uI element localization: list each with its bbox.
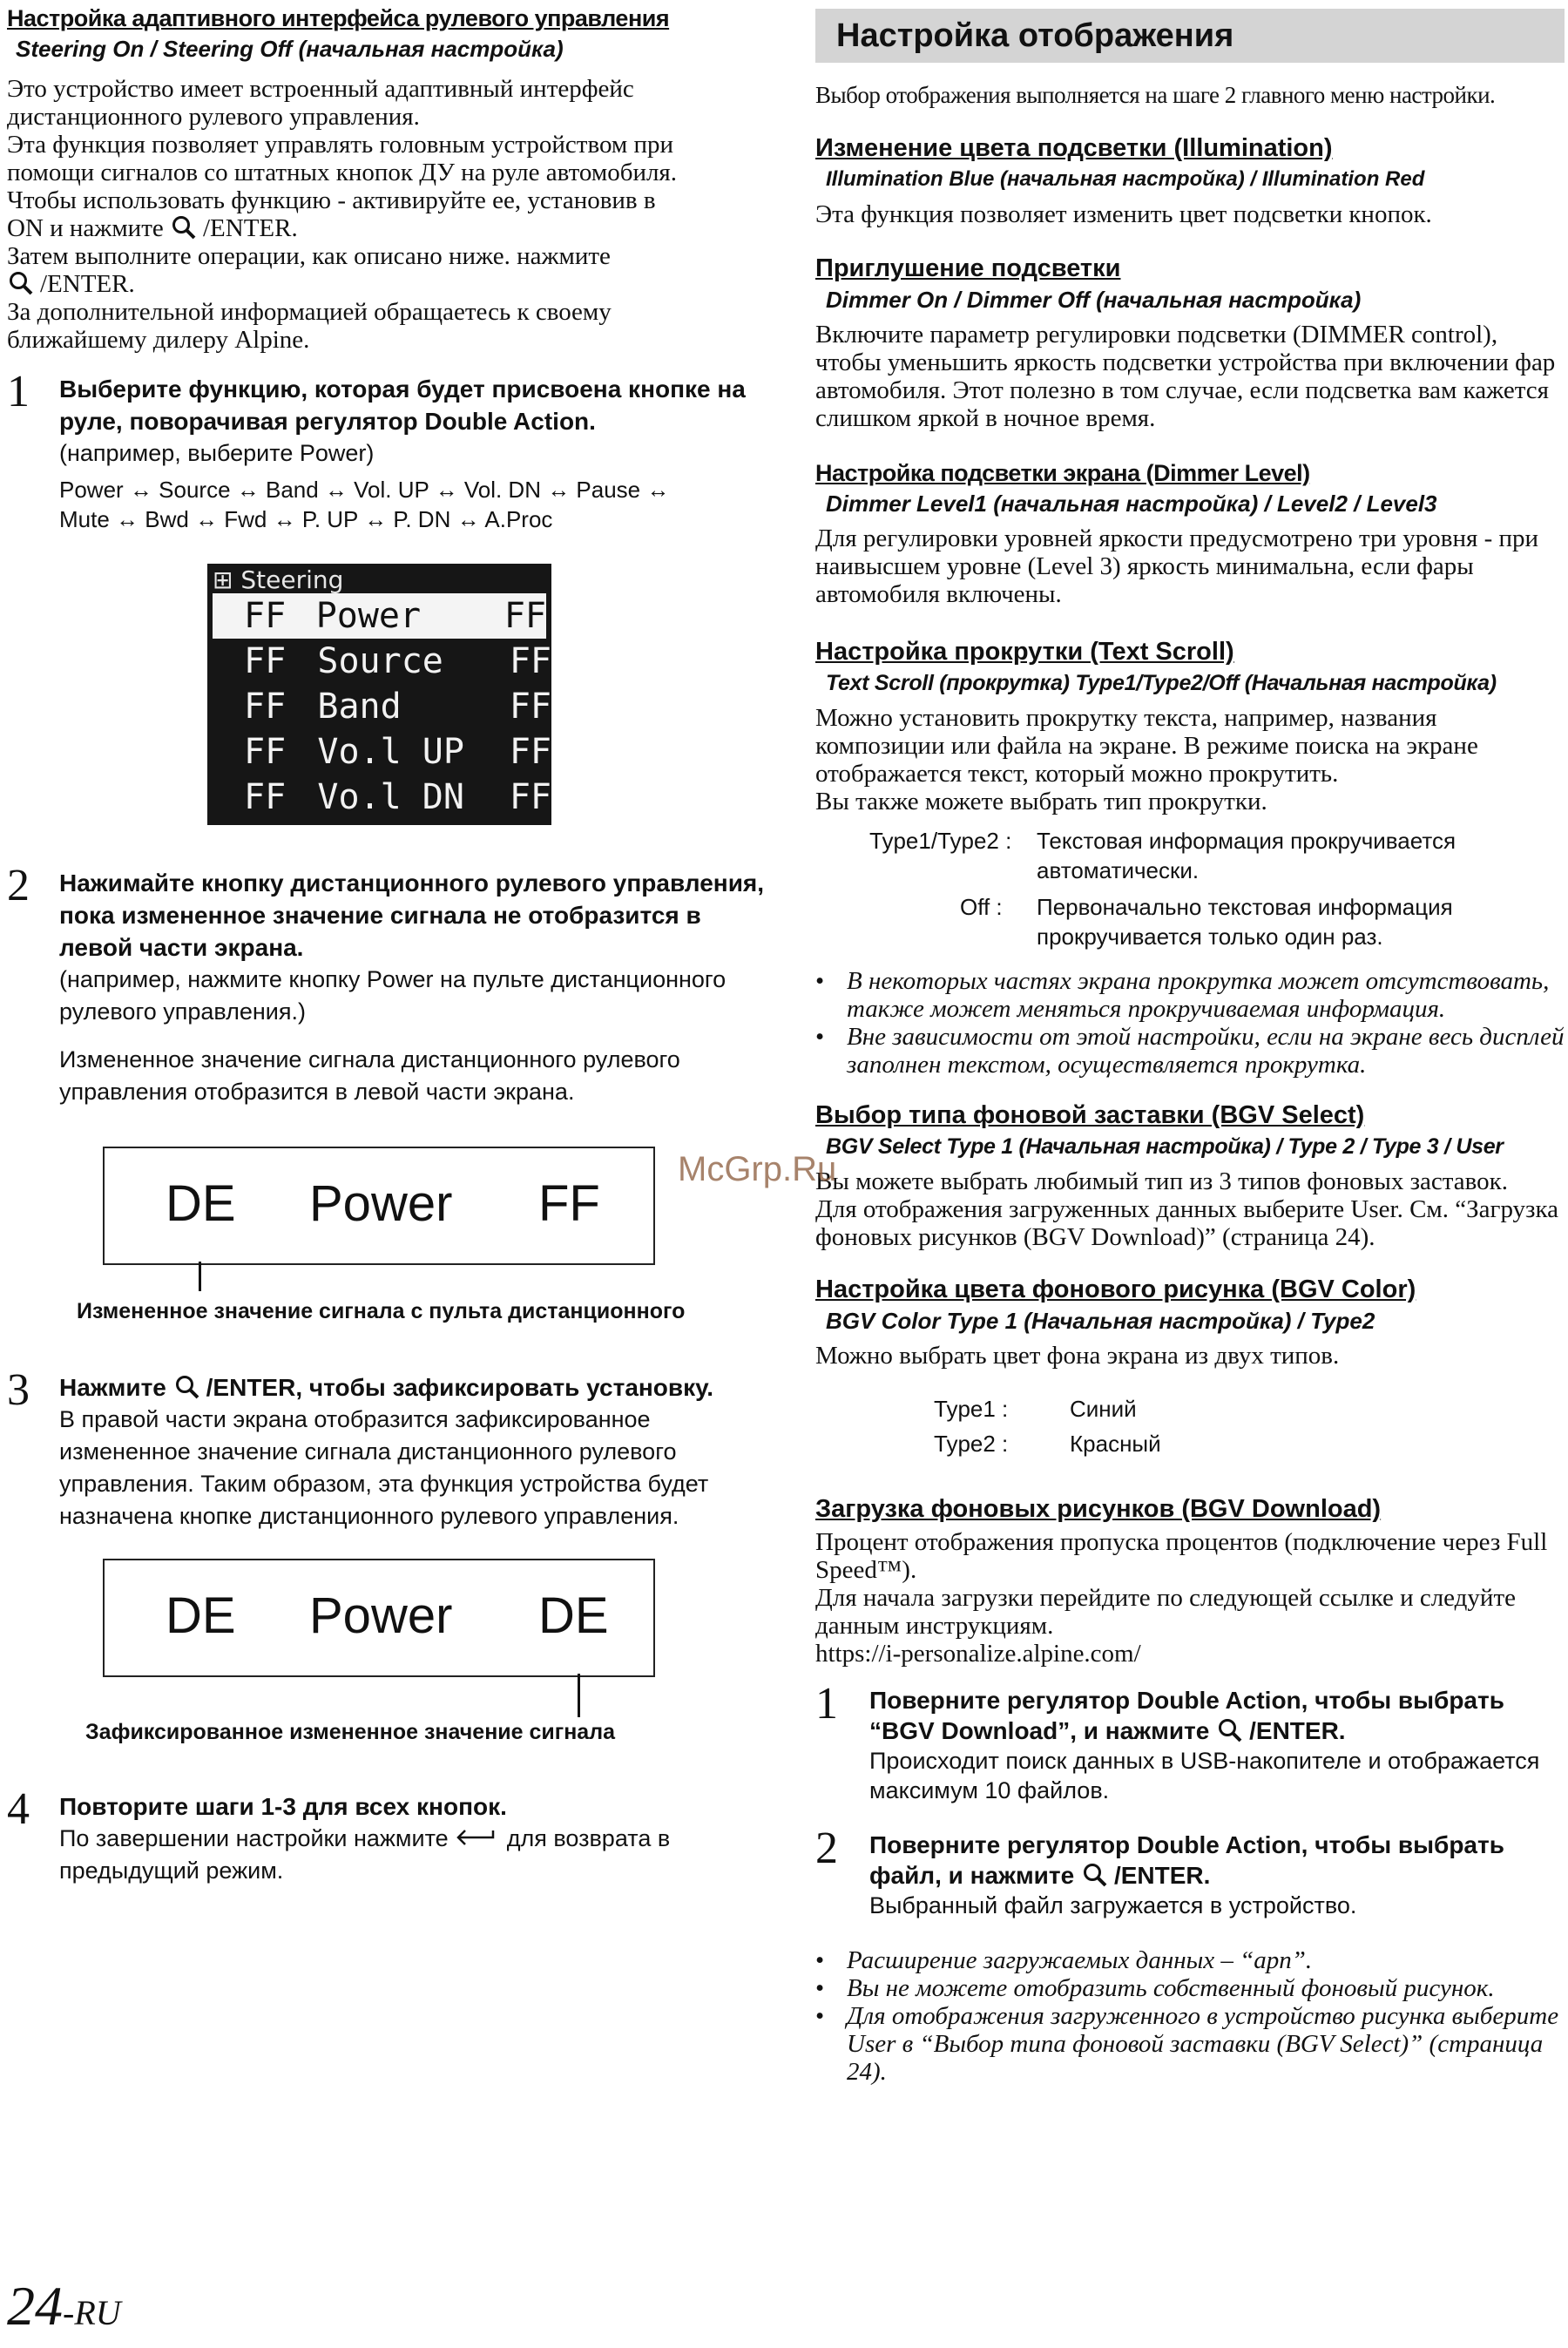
color-option-row: Type1 : Синий <box>934 1396 1137 1422</box>
step-number: 2 <box>815 1824 838 1873</box>
steering-lcd <box>207 564 765 825</box>
search-icon <box>1216 1718 1249 1742</box>
display-caption: Измененное значение сигнала с пульта дистанционного <box>77 1299 686 1323</box>
bgv-download-section: Загрузка фоновых рисунков (BGV Download) Процент отображения пропуска процентов (подключение через Full Speed™). Для начала загрузки перейдите по следующей ссылке и следуйте данным инструкциям. https://i-personalize.alpine.com/ 1 Поверните регулятор Double Action, чтобы выбрать “BGV Download”, и нажмите /ENTER. Происходит поиск данных в USB-накопителе и отображается максимум 10 файлов. 2 Поверните регулятор Double Action, чтобы выбрать файл, и нажмите /ENTER. Выбранный файл загружается в устройство. • Расширение загружаемых данных – “арп”. • Вы не можете отобразить собственный фоновый рисунок. • Для отображения загруженного в устройство рисунка выберите User в “Выбор типа фоновой заставки (BGV Select)” (страница 24). <box>815 1493 1565 2086</box>
step-number: 1 <box>7 367 30 416</box>
step-number: 3 <box>7 1365 30 1415</box>
download-step-2: 2 Поверните регулятор Double Action, чтобы выбрать файл, и нажмите /ENTER. Выбранный файл загружается в устройство. <box>815 1830 1565 1920</box>
search-icon <box>1081 1863 1114 1887</box>
download-step-1: 1 Поверните регулятор Double Action, чтобы выбрать “BGV Download”, и нажмите /ENTER. Происходит поиск данных в USB-накопителе и отображается максимум 10 файлов. <box>815 1685 1565 1805</box>
step-number: 4 <box>7 1784 30 1834</box>
dimmer-heading: Приглушение подсветки <box>815 254 1121 282</box>
illumination-heading: Изменение цвета подсветки (Illumination) <box>815 134 1333 162</box>
right-column <box>815 0 1565 2086</box>
step-title: Нажимайте кнопку дистанционного рулевого управления, пока измененное значение сигнала не отобразится в левой части экрана. <box>59 870 765 961</box>
section-banner <box>815 9 1565 63</box>
step-2: 2 Нажимайте кнопку дистанционного рулевого управления, пока измененное значение сигнала не отобразится в левой части экрана. (например, нажмите кнопку Power на пульте дистанционного рулевого управления.) Измененное значение сигнала дистанционного рулевого управления отобразится в левой части экрана. <box>7 861 765 1105</box>
search-icon <box>7 271 40 295</box>
page-number: 24-RU <box>7 2275 121 2337</box>
step-number: 2 <box>7 861 30 910</box>
function-chain: Power ↔ Source ↔ Band ↔ Vol. UP ↔ Vol. DN ↔ Pause ↔ <box>59 477 670 503</box>
scroll-notes: • В некоторых частях экрана прокрутка может отсутствовать, также может меняться прокручиваемая информация. • Вне зависимости от этой настройки, если на экране весь дисплей заполнен текстом, осуществляется прокрутка. <box>815 967 1565 1079</box>
steering-intro: Это устройство имеет встроенный адаптивный интерфейс дистанционного рулевого управления. Эта функция позволяет управлять головным устройством при помощи сигналов со штатных кнопок ДУ на руле автомобиля. Чтобы использовать функцию - активируйте ее, установив в ON и нажмите /ENTER. Затем выполните операции, как описано ниже. нажмите /ENTER. За дополнительной информацией обращаетесь к своему ближайшему дилеру Alpine. <box>7 75 678 354</box>
callout-line <box>578 1674 580 1717</box>
step-number: 1 <box>815 1679 838 1729</box>
steering-subheading: Steering On / Steering Off (начальная настройка) <box>16 36 564 62</box>
step-3: 3 Нажмите /ENTER, чтобы зафиксировать установку. В правой части экрана отобразится зафиксированное измененное значение сигнала дистанционного рулевого управления. Таким образом, эта функция устройства будет назначена кнопке дистанционного рулевого управления. <box>7 1371 765 1533</box>
step-4: 4 Повторите шаги 1-3 для всех кнопок. По завершении настройки нажмите для возврата в предыдущий режим. <box>7 1790 765 1887</box>
lcd-row-selected: FF Power FF <box>213 593 546 639</box>
dimmer-level-heading: Настройка подсветки экрана (Dimmer Level) <box>815 460 1310 486</box>
dimmer-level-section: Настройка подсветки экрана (Dimmer Level) Dimmer Level1 (начальная настройка) / Level2 / Level3 Для регулировки уровней яркости предусмотрено три уровня - при наивысшем уровне (Level 3) яркость минимальна, если фары автомобиля включены. <box>815 458 1565 608</box>
scroll-option-row: Type1/Type2 : Текстовая информация прокручивается автоматически. <box>869 828 1456 883</box>
bgv-download-heading: Загрузка фоновых рисунков (BGV Download) <box>815 1495 1382 1523</box>
step-title: Поверните регулятор Double Action, чтобы выбрать файл, и нажмите /ENTER. <box>869 1831 1504 1889</box>
step-title: Поверните регулятор Double Action, чтобы выбрать “BGV Download”, и нажмите /ENTER. <box>869 1687 1504 1744</box>
color-option-row: Type2 : Красный <box>934 1431 1161 1457</box>
download-url: https://i-personalize.alpine.com/ <box>815 1640 1141 1668</box>
display-caption: Зафиксированное измененное значение сигнала <box>85 1720 615 1744</box>
step-title: Нажмите /ENTER, чтобы зафиксировать установку. <box>59 1374 714 1401</box>
lcd-row: FF Band FF <box>244 687 551 727</box>
bgv-select-section: Выбор типа фоновой заставки (BGV Select) BGV Select Type 1 (Начальная настройка) / Type 2 / Type 3 / User Вы можете выбрать любимый тип из 3 типов фоновых заставок. Для отображения загруженных данных выберите User. См. “Загрузка фоновых рисунков (BGV Download)” (страница 24). <box>815 1100 1565 1251</box>
lcd-header: Steering <box>240 565 344 594</box>
display-fixed: DE Power DE <box>103 1559 765 1724</box>
text-scroll-section: Настройка прокрутки (Text Scroll) Text Scroll (прокрутка) Type1/Type2/Off (Начальная настройка) Можно установить прокрутку текста, например, названия композиции или файла на экране. В режиме поиска на экране отображается текст, который можно прокрутить. Вы также можете выбрать тип прокрутки. Type1/Type2 : Текстовая информация прокручивается автоматически. Off : Первоначально текстовая информация прокручивается только один раз. • В некоторых частях экрана прокрутка может отсутствовать, также может меняться прокручиваемая информация. • Вне зависимости от этой настройки, если на экране весь дисплей заполнен текстом, осуществляется прокрутка. <box>815 636 1565 1079</box>
download-notes: • Расширение загружаемых данных – “арп”. • Вы не можете отобразить собственный фоновый рисунок. • Для отображения загруженного в устройство рисунка выберите User в “Выбор типа фоновой заставки (BGV Select)” (страница 24). <box>815 1946 1565 2086</box>
search-icon <box>173 1375 206 1399</box>
lcd-row: FF Vo.l UP FF <box>244 732 551 772</box>
steering-heading: Настройка адаптивного интерфейса рулевого управления <box>7 5 670 31</box>
watermark: McGrp.Ru <box>678 1150 837 1188</box>
callout-line <box>199 1262 201 1291</box>
text-scroll-heading: Настройка прокрутки (Text Scroll) <box>815 638 1234 666</box>
illumination-section: Изменение цвета подсветки (Illumination) Illumination Blue (начальная настройка) / Illumination Red Эта функция позволяет изменить цвет подсветки кнопок. <box>815 132 1565 228</box>
display-changed: DE Power FF <box>103 1147 765 1312</box>
menu-grid-icon: ⊞ <box>213 565 233 594</box>
bgv-color-section: Настройка цвета фонового рисунка (BGV Color) BGV Color Type 1 (Начальная настройка) / Type2 Можно выбрать цвет фона экрана из двух типов. Type1 : Синий Type2 : Красный <box>815 1274 1565 1458</box>
step-1: 1 Выберите функцию, которая будет присвоена кнопке на руле, поворачивая регулятор Double Action. (например, выберите Power) Power ↔ Source ↔ Band ↔ Vol. UP ↔ Vol. DN ↔ Pause ↔ Mute ↔ Bwd ↔ Fwd ↔ P. UP ↔ P. DN ↔ A.Proc <box>7 373 765 534</box>
left-column <box>7 0 765 1887</box>
lcd-row: FF Vo.l DN FF <box>244 777 551 817</box>
search-icon <box>170 215 203 240</box>
display-intro: Выбор отображения выполняется на шаге 2 главного меню настройки. <box>815 82 1496 108</box>
step-title: Выберите функцию, которая будет присвоена кнопке на руле, поворачивая регулятор Double Action. <box>59 376 746 435</box>
scroll-option-row: Off : Первоначально текстовая информация прокручивается только один раз. <box>960 894 1453 950</box>
step-title: Повторите шаги 1-3 для всех кнопок. <box>59 1793 507 1820</box>
bgv-color-heading: Настройка цвета фонового рисунка (BGV Color) <box>815 1275 1416 1303</box>
back-arrow-icon <box>455 1827 500 1848</box>
dimmer-section: Приглушение подсветки Dimmer On / Dimmer Off (начальная настройка) Включите параметр регулировки подсветки (DIMMER control), чтобы уменьшить яркость подсветки устройства при включении фар автомобиля. Этот полезно в том случае, если подсветка вам кажется слишком яркой в ночное время. <box>815 253 1565 432</box>
lcd-row: FF Source FF <box>244 641 551 681</box>
function-chain: Mute ↔ Bwd ↔ Fwd ↔ P. UP ↔ P. DN ↔ A.Proc <box>59 506 553 532</box>
section-title: Настройка отображения <box>836 17 1234 54</box>
bgv-select-heading: Выбор типа фоновой заставки (BGV Select) <box>815 1101 1365 1129</box>
